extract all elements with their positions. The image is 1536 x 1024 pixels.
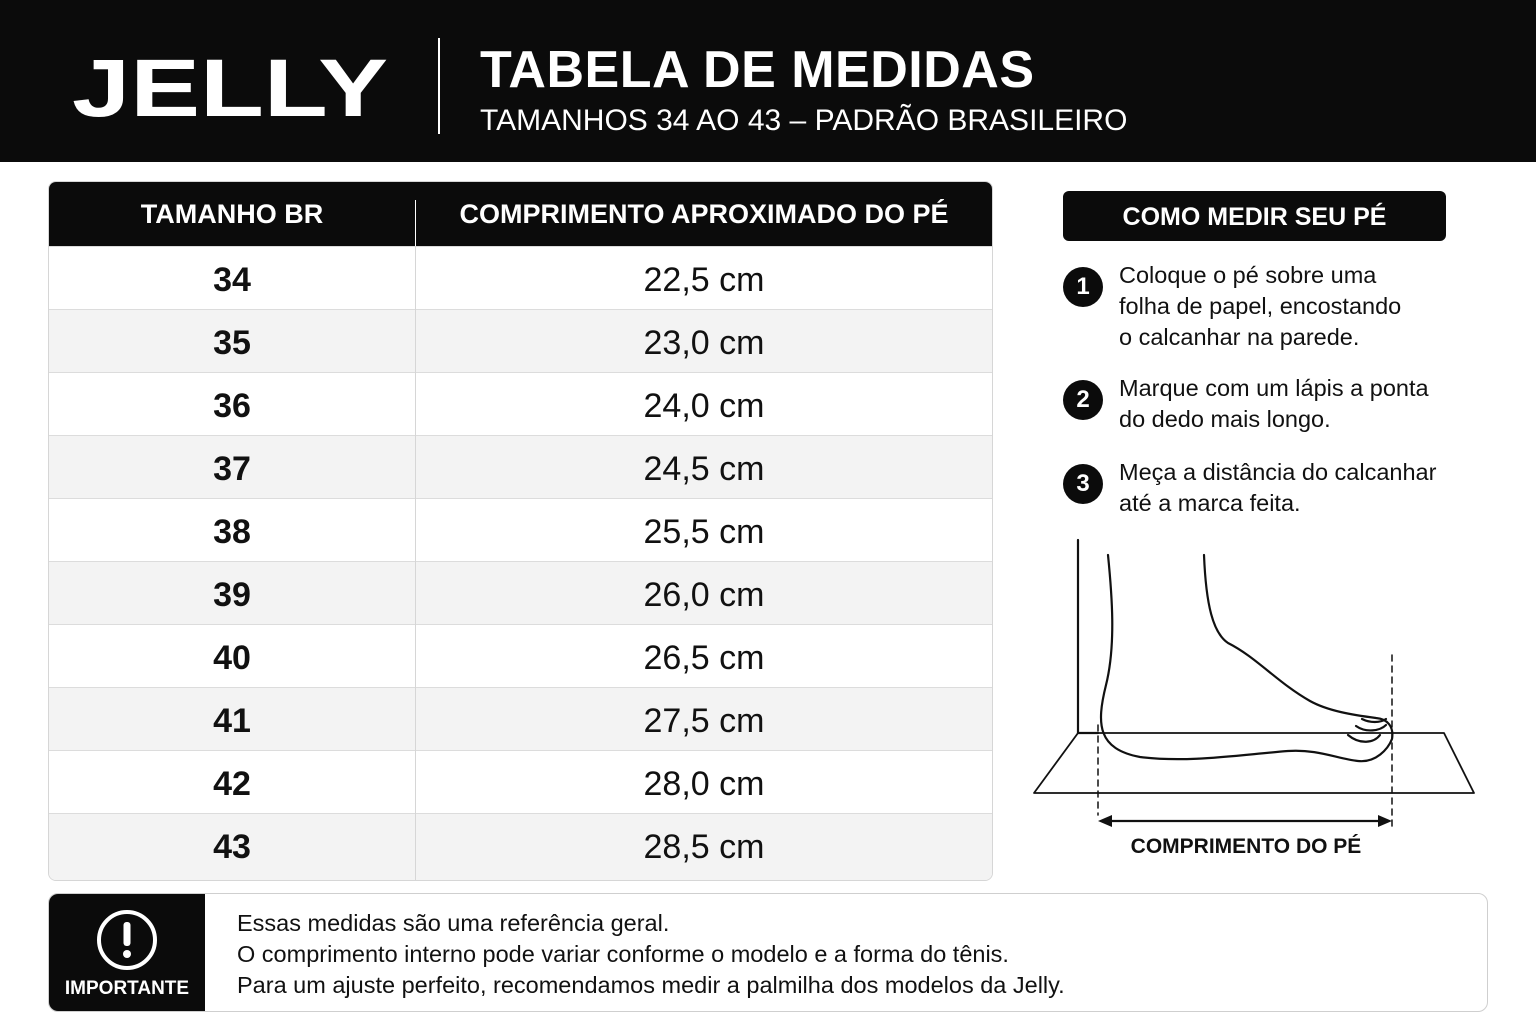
length-cell: 28,0 cm bbox=[643, 765, 765, 803]
table-row bbox=[49, 813, 993, 881]
exclamation-circle-icon bbox=[96, 909, 158, 971]
header-divider bbox=[438, 38, 440, 134]
length-cell: 26,0 cm bbox=[643, 576, 765, 614]
size-cell: 35 bbox=[213, 324, 251, 362]
length-cell: 25,5 cm bbox=[643, 513, 765, 551]
size-cell: 43 bbox=[213, 828, 251, 866]
how-to-measure-title: COMO MEDIR SEU PÉ bbox=[1063, 191, 1446, 241]
notice-text bbox=[237, 908, 1467, 1001]
step-text bbox=[1119, 260, 1489, 353]
svg-text:JELLY: JELLY bbox=[72, 44, 388, 124]
table-row bbox=[49, 435, 993, 498]
step-text-line: até a marca feita. bbox=[1119, 490, 1301, 516]
notice-line: O comprimento interno pode variar conforme o modelo e a forma do tênis. bbox=[237, 941, 1009, 967]
foot-outline bbox=[1101, 555, 1392, 761]
column-divider bbox=[415, 246, 416, 881]
step-text-line: do dedo mais longo. bbox=[1119, 406, 1331, 432]
step-text bbox=[1119, 373, 1489, 435]
step-number-badge: 2 bbox=[1063, 380, 1103, 420]
size-cell: 36 bbox=[213, 387, 251, 425]
foot-measurement-illustration bbox=[1028, 535, 1483, 865]
length-cell: 22,5 cm bbox=[643, 261, 765, 299]
table-row bbox=[49, 561, 993, 624]
table-header bbox=[49, 182, 993, 246]
arrow-head-right bbox=[1378, 815, 1392, 827]
notice-line: Essas medidas são uma referência geral. bbox=[237, 910, 670, 936]
table-row bbox=[49, 309, 993, 372]
table-row bbox=[49, 687, 993, 750]
page-subtitle: TAMANHOS 34 AO 43 – PADRÃO BRASILEIRO bbox=[480, 104, 1128, 137]
table-row bbox=[49, 372, 993, 435]
step-text-line: folha de papel, encostando bbox=[1119, 293, 1402, 319]
step-text-line: Meça a distância do calcanhar bbox=[1119, 459, 1437, 485]
notice-line: Para um ajuste perfeito, recomendamos medir a palmilha dos modelos da Jelly. bbox=[237, 972, 1065, 998]
toe-line bbox=[1348, 735, 1380, 742]
toe-line bbox=[1356, 725, 1386, 730]
arrow-head-left bbox=[1098, 815, 1112, 827]
foot-length-label: COMPRIMENTO DO PÉ bbox=[1130, 835, 1362, 858]
length-cell: 23,0 cm bbox=[643, 324, 765, 362]
size-cell: 38 bbox=[213, 513, 251, 551]
size-cell: 39 bbox=[213, 576, 251, 614]
table-row bbox=[49, 498, 993, 561]
column-header-length: COMPRIMENTO APROXIMADO DO PÉ bbox=[459, 199, 949, 229]
size-cell: 41 bbox=[213, 702, 251, 740]
step-text-line: Marque com um lápis a ponta bbox=[1119, 375, 1429, 401]
size-table bbox=[48, 181, 993, 881]
length-cell: 24,0 cm bbox=[643, 387, 765, 425]
step-text-line: Coloque o pé sobre uma bbox=[1119, 262, 1377, 288]
size-cell: 42 bbox=[213, 765, 251, 803]
page-header bbox=[0, 0, 1536, 162]
step-text bbox=[1119, 457, 1489, 519]
important-notice bbox=[48, 893, 1488, 1012]
size-cell: 37 bbox=[213, 450, 251, 488]
paper-sheet bbox=[1034, 733, 1474, 793]
length-cell: 27,5 cm bbox=[643, 702, 765, 740]
notice-badge bbox=[49, 894, 205, 1012]
length-cell: 28,5 cm bbox=[643, 828, 765, 866]
step-text-line: o calcanhar na parede. bbox=[1119, 324, 1360, 350]
table-row bbox=[49, 750, 993, 813]
size-cell: 34 bbox=[213, 261, 251, 299]
size-cell: 40 bbox=[213, 639, 251, 677]
notice-tag: IMPORTANTE bbox=[64, 978, 190, 999]
step-number-badge: 3 bbox=[1063, 464, 1103, 504]
column-header-size: TAMANHO BR bbox=[140, 199, 324, 229]
length-cell: 24,5 cm bbox=[643, 450, 765, 488]
length-cell: 26,5 cm bbox=[643, 639, 765, 677]
step-number-badge: 1 bbox=[1063, 267, 1103, 307]
page-title: TABELA DE MEDIDAS bbox=[480, 41, 1035, 99]
table-row bbox=[49, 624, 993, 687]
jelly-logo bbox=[70, 44, 390, 124]
table-row bbox=[49, 246, 993, 309]
